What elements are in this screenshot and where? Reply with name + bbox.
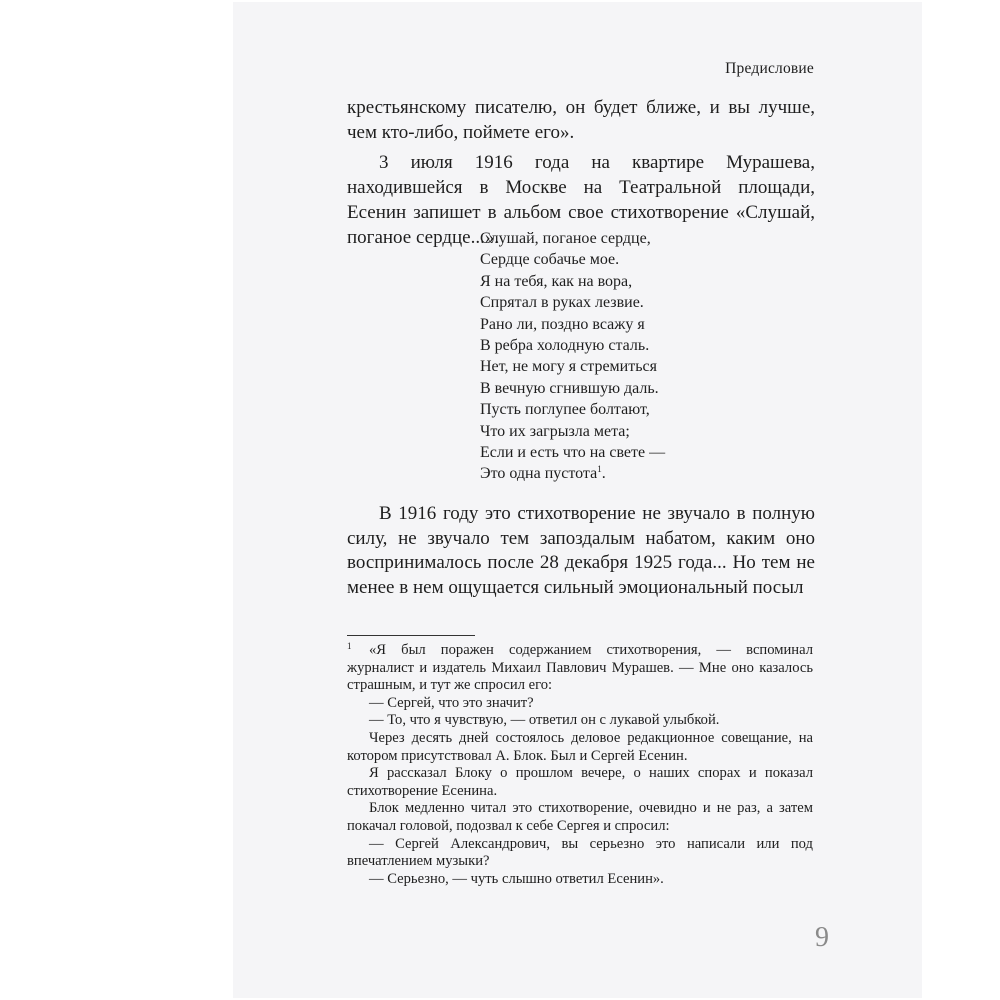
text-block-bottom	[347, 502, 815, 600]
footnote-divider	[347, 635, 475, 636]
footnote-paragraph: Я рассказал Блоку о прошлом вечере, о наших спорах и показал стихотворение Есенина.	[347, 765, 813, 799]
footnote-paragraph: — Сергей, что это значит?	[369, 694, 534, 711]
footnote-paragraph: 1 «Я был поражен содержанием стихотворения, — вспоминал журналист и издатель Михаил Павлович Мурашев. — Мне оно казалось страшным, и тут же спросил его:	[347, 641, 813, 694]
poem-line: В вечную сгнившую даль.	[480, 379, 659, 397]
footnote-paragraph: — То, что я чувствую, — ответил он с лукавой улыбкой.	[369, 712, 720, 729]
poem-line: В ребра холодную сталь.	[480, 337, 650, 355]
footnote	[347, 642, 813, 888]
poem-line: Это одна пустота	[480, 465, 598, 483]
poem-line-last: Это одна пустота$^1$.	[480, 464, 606, 483]
poem-line: Я на тебя, как на вора,	[480, 272, 633, 290]
poem-line: Нет, не могу я стремиться	[480, 358, 657, 376]
paragraph-july-1916: 3 июля 1916 года на квартире Мурашева, находившейся в Москве на Театральной площади, Есенин запишет в альбом свое стихотворение «Слушай, поганое сердце...».	[347, 152, 815, 248]
text-block-top	[347, 95, 815, 250]
footnote-paragraph: — Сергей Александрович, вы серьезно это написали или под впечатлением музыки?	[347, 835, 813, 870]
poem-line: Слушай, поганое сердце,	[480, 230, 651, 247]
page-number: 9	[815, 922, 829, 953]
poem-line: Что их загрызла мета;	[480, 422, 630, 440]
book-page	[233, 2, 922, 998]
paragraph-1916: В 1916 году это стихотворение не звучало в полную силу, не звучало тем запоздалым набатом, каким оно воспринималось после 28 декабря 1925 года... Но тем не менее в нем ощущается сильный эмоциональный посыл	[347, 503, 815, 598]
poem-line: Спрятал в руках лезвие.	[480, 294, 644, 312]
paragraph-continuation: крестьянскому писателю, он будет ближе, и вы лучше, чем кто-либо, поймете его».	[347, 97, 815, 143]
poem-line: Сердце собачье мое.	[480, 251, 620, 269]
poem-line: Пусть поглупее болтают,	[480, 401, 650, 419]
footnote-reference[interactable]: 1	[597, 464, 602, 475]
poem-line: Если и есть что на свете —	[480, 444, 666, 462]
footnote-paragraph: — Серьезно, — чуть слышно ответил Есенин».	[369, 870, 664, 887]
footnote-paragraph: Через десять дней состоялось деловое редакционное совещание, на котором присутствовал А. Блок. Был и Сергей Есенин.	[347, 729, 813, 764]
poem	[480, 228, 665, 485]
footnote-paragraph: Блок медленно читал это стихотворение, очевидно и не раз, а затем покачал головой, подозвал к себе Сергея и спросил:	[347, 800, 813, 834]
running-head: Предисловие	[725, 60, 814, 77]
poem-line: Рано ли, поздно всажу я	[480, 315, 645, 333]
footnote-text: «Я был поражен содержанием стихотворения, — вспоминал журналист и издатель Михаил Павлович Мурашев. — Мне оно казалось страшным, и тут же спросил его:	[347, 642, 813, 694]
